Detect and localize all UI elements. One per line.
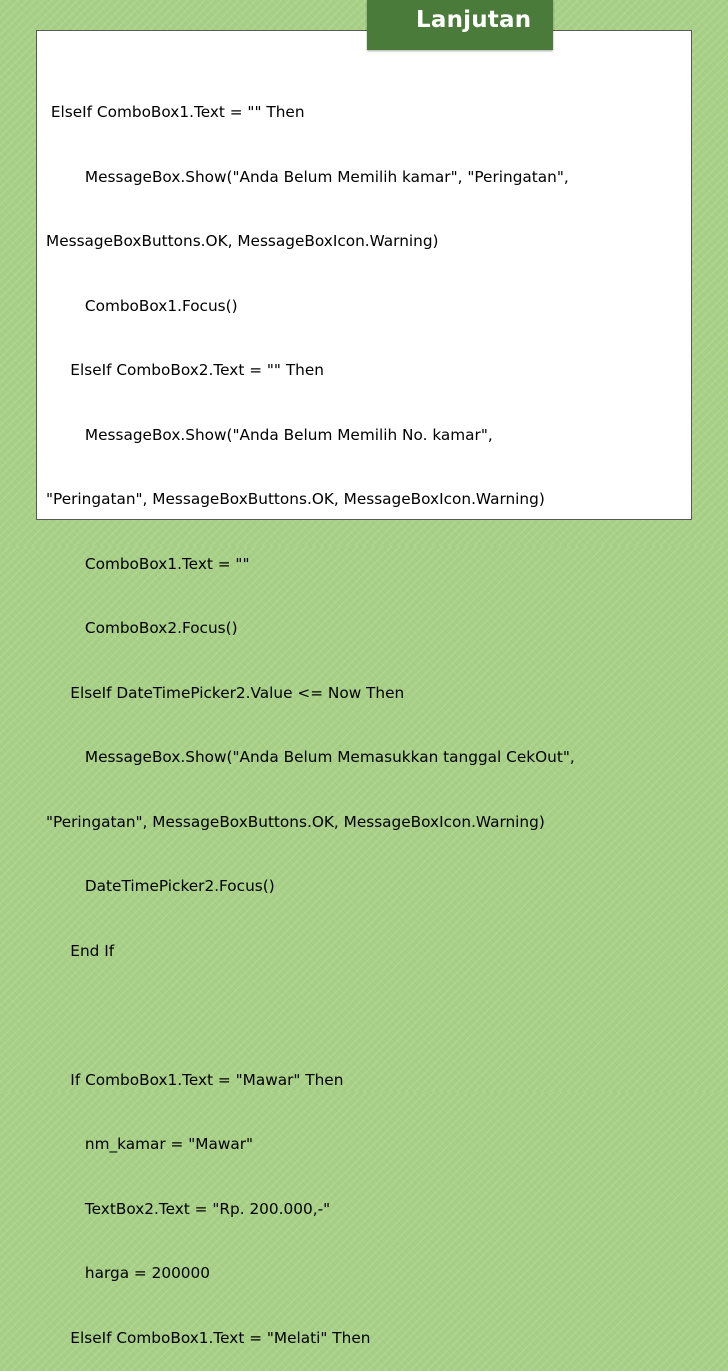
code-line: ElseIf ComboBox1.Text = "" Then xyxy=(46,103,305,121)
code-line: MessageBox.Show("Anda Belum Memilih No. kamar", xyxy=(46,425,493,444)
code-line: ElseIf ComboBox1.Text = "Melati" Then xyxy=(46,1328,371,1347)
code-line: ComboBox1.Focus() xyxy=(46,296,238,315)
code-line: nm_kamar = "Mawar" xyxy=(46,1135,254,1153)
code-line: TextBox2.Text = "Rp. 200.000,-" xyxy=(46,1199,331,1218)
code-line: ElseIf ComboBox2.Text = "" Then xyxy=(46,361,324,379)
code-line: "Peringatan", MessageBoxButtons.OK, MessageBoxIcon.Warning) xyxy=(46,490,545,508)
code-line xyxy=(46,1005,676,1027)
code-line: End If xyxy=(46,941,115,960)
code-line: DateTimePicker2.Focus() xyxy=(46,877,275,895)
code-line: MessageBox.Show("Anda Belum Memilih kamar", "Peringatan", xyxy=(46,167,569,186)
code-line: "Peringatan", MessageBoxButtons.OK, MessageBoxIcon.Warning) xyxy=(46,812,545,831)
code-block xyxy=(46,59,676,1371)
code-line: MessageBox.Show("Anda Belum Memasukkan tanggal CekOut", xyxy=(46,748,575,766)
code-line: ComboBox2.Focus() xyxy=(46,619,238,637)
code-line: ComboBox1.Text = "" xyxy=(46,554,250,573)
slide-title: Lanjutan xyxy=(416,7,532,33)
code-line: If ComboBox1.Text = "Mawar" Then xyxy=(46,1070,344,1089)
code-line: MessageBoxButtons.OK, MessageBoxIcon.Warning) xyxy=(46,232,439,250)
code-line: ElseIf DateTimePicker2.Value <= Now Then xyxy=(46,683,405,702)
code-line: harga = 200000 xyxy=(46,1264,211,1282)
